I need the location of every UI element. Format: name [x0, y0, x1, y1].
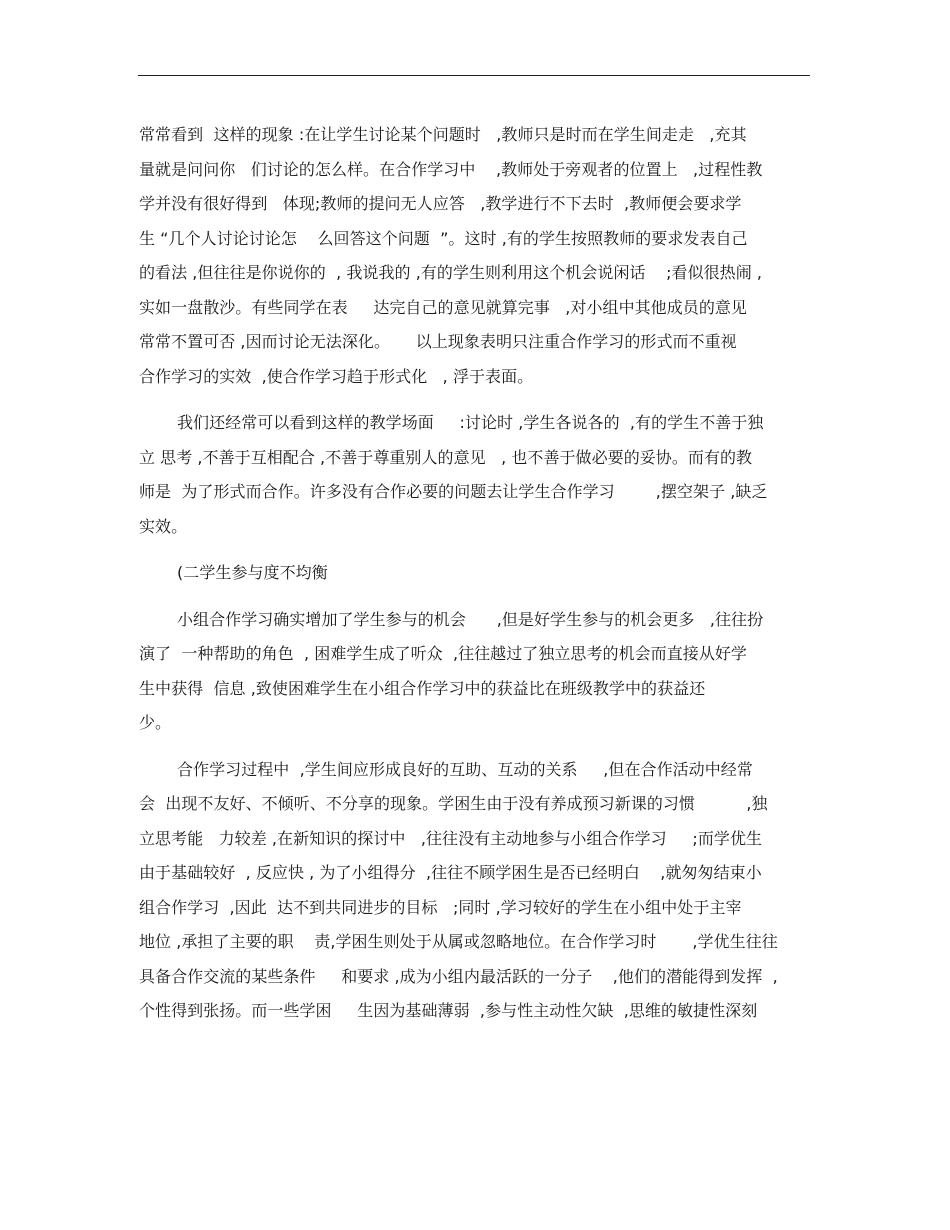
- text-line: 会 出现不友好、不倾听、不分享的现象。学困生由于没有养成预习新课的习惯 ,独: [139, 794, 768, 813]
- text-line: 量就是问问你 们讨论的怎么样。在合作学习中 ,教师处于旁观者的位置上 ,过程性教: [139, 159, 763, 179]
- header-rule: [138, 75, 810, 76]
- text-line: 小组合作学习确实增加了学生参与的机会 ,但是好学生参与的机会更多 ,往往扮: [177, 609, 764, 629]
- text-line: 合作学习的实效 ,使合作学习趋于形式化 , 浮于表面。: [139, 366, 534, 386]
- text-line: 实效。: [139, 516, 188, 536]
- text-line: 实如一盘散沙。有些同学在表 达完自己的意见就算完事 ,对小组中其他成员的意见: [139, 297, 747, 317]
- text-line: 生中获得 信息 ,致使困难学生在小组合作学习中的获益比在班级教学中的获益还: [139, 678, 706, 698]
- section-heading: [139, 556, 811, 591]
- text-line: 生 “几个人讨论讨论怎 么回答这个问题 ”。这时 ,有的学生按照教师的要求发表自己: [139, 228, 748, 248]
- section-heading-text: (二学生参与度不均衡: [177, 563, 328, 582]
- paragraph: [139, 118, 811, 394]
- body-text: [139, 118, 811, 1041]
- text-line: 立思考能 力较差 ,在新知识的探讨中 ,往往没有主动地参与小组合作学习 ;而学优生: [139, 828, 763, 848]
- text-line: 的看法 ,但往往是你说你的 , 我说我的 ,有的学生则利用这个机会说闲话 ;看似很热闹 ,: [139, 263, 763, 282]
- text-line: 常常看到 这样的现象 :在让学生讨论某个问题时 ,教师只是时而在学生间走走 ,充其: [139, 125, 747, 144]
- text-line: 由于基础较好 , 反应快 , 为了小组得分 ,往往不顾学困生是否已经明白 ,就匆匆结束小: [139, 863, 762, 882]
- text-line: 具备合作交流的某些条件 和要求 ,成为小组内最活跃的一分子 ,他们的潜能得到发挥 ,: [139, 966, 778, 986]
- text-line: 组合作学习 ,因此 达不到共同进步的目标 ;同时 ,学习较好的学生在小组中处于主宰: [139, 897, 742, 917]
- paragraph: [139, 406, 811, 544]
- text-line: 学并没有很好得到 体现;教师的提问无人应答 ,教学进行不下去时 ,教师便会要求学: [139, 194, 742, 213]
- paragraph: [139, 753, 811, 1029]
- text-line: 常常不置可否 ,因而讨论无法深化。 以上现象表明只注重合作学习的形式而不重视: [139, 332, 737, 351]
- text-line: 少。: [139, 713, 172, 732]
- paragraph: [139, 603, 811, 741]
- text-line: 地位 ,承担了主要的职 责,学困生则处于从属或忽略地位。在合作学习时 ,学优生往往: [139, 932, 778, 951]
- text-line: 师是 为了形式而合作。许多没有合作必要的问题去让学生合作学习 ,摆空架子 ,缺乏: [139, 482, 768, 501]
- text-line: 我们还经常可以看到这样的教学场面 :讨论时 ,学生各说各的 ,有的学生不善于独: [177, 413, 764, 432]
- text-line: 立 思考 ,不善于互相配合 ,不善于尊重别人的意见 , 也不善于做必要的妥协。而有的教: [139, 447, 753, 467]
- text-line: 个性得到张扬。而一些学困 生因为基础薄弱 ,参与性主动性欠缺 ,思维的敏捷性深刻: [139, 1001, 758, 1020]
- text-line: 合作学习过程中 ,学生间应形成良好的互助、互动的关系 ,但在合作活动中经常: [177, 759, 753, 779]
- text-line: 演了 一种帮助的角色 , 困难学生成了听众 ,往往越过了独立思考的机会而直接从好学: [139, 644, 747, 663]
